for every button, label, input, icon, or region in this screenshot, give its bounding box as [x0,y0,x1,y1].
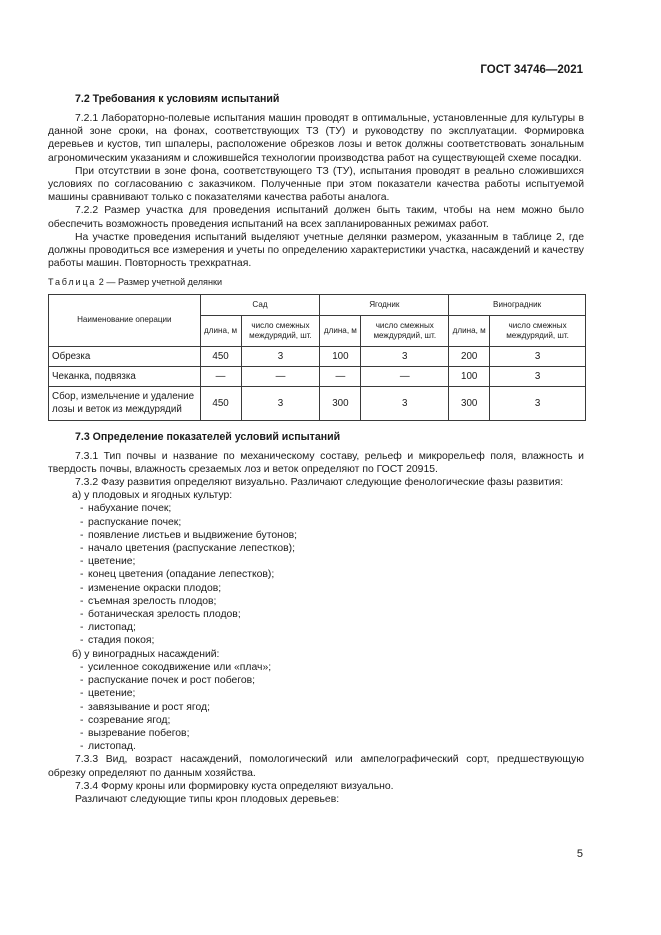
list-item: - цветение; [48,555,584,568]
list-item: - ботаническая зрелость плодов; [48,608,584,621]
table-caption-number: 2 [98,277,104,288]
page-content [48,93,584,806]
list-item: - листопад. [48,740,584,753]
header-garden-length: длина, м [200,315,241,346]
list-item: а) у плодовых и ягодных культур: [72,490,233,502]
table-caption [48,276,584,289]
phase-list-b [48,661,584,753]
list-item: - набухание почек; [48,502,584,515]
table-cell: 300 [449,386,490,420]
header-garden: Сад [200,294,320,315]
table-cell: 300 [320,386,361,420]
table-cell: 3 [490,346,586,366]
table-row [49,346,586,366]
list-item: - созревание ягод; [48,714,584,727]
list-item: - распускание почек; [48,516,584,529]
paragraph-7-3-3: 7.3.3 Вид, возраст насаждений, помологический или ампелографический сорт, предшествующую обрезку определяют по данным хозяйства. [48,754,584,779]
table-cell: 3 [361,386,449,420]
section-7-2-heading: 7.2 Требования к условиям испытаний [75,93,280,105]
table-cell: — [320,366,361,386]
paragraph-7-2-1: 7.2.1 Лабораторно-полевые испытания машин проводят в оптимальные, установленные для культуры в данной зоне сроки, на фонах, соответствующих ТЗ (ТУ) и руководству по эксплуатации. Формировка деревьев и кустов, тип шпалеры, расположение обрезков лозы и веток должны соответствовать зональным агрономическим указаниям и сложившейся технологии производства работ на существующей схеме посадки. [48,113,584,164]
table-cell: 100 [320,346,361,366]
row-operation: Сбор, измельчение и удаление лозы и веток из междурядий [49,386,201,420]
table-cell: 450 [200,386,241,420]
row-operation: Чеканка, подвязка [49,366,201,386]
phase-list-a [48,502,584,647]
list-item: - начало цветения (распускание лепестков); [48,542,584,555]
list-item: - завязывание и рост ягод; [48,701,584,714]
table-cell: 200 [449,346,490,366]
table-caption-text: — Размер учетной делянки [106,277,223,288]
table-cell: — [361,366,449,386]
paragraph-no-background: При отсутствии в зоне фона, соответствующего ТЗ (ТУ), испытания проводят в реально сложившихся условиях по согласованию с заказчиком. Полученные при этом показатели качества работы испытуемой машины сравнивают только с показателями качества работы аналога. [48,165,584,204]
table-row [49,366,586,386]
paragraph-crown-types: Различают следующие типы крон плодовых деревьев: [75,793,340,805]
list-item: - конец цветения (опадание лепестков); [48,568,584,581]
list-item: - распускание почек и рост побегов; [48,674,584,687]
list-item: - усиленное сокодвижение или «плач»; [48,661,584,674]
table-cell: 3 [361,346,449,366]
paragraph-7-2-2: 7.2.2 Размер участка для проведения испытаний должен быть таким, чтобы на нем можно было обеспечить возможность проведения испытаний на всех запланированных режимах работ. [48,205,584,230]
table-cell: — [200,366,241,386]
list-item: - съемная зрелость плодов; [48,595,584,608]
paragraph-7-3-1: 7.3.1 Тип почвы и название по механическому составу, рельеф и микрорельеф поля, влажность и твердость почвы, влажность срезаемых лоз и веток определяют по ГОСТ 20915. [48,450,584,475]
table-cell: 100 [449,366,490,386]
table-row [49,386,586,420]
list-item: - появление листьев и выдвижение бутонов; [48,529,584,542]
header-vineyard: Виноградник [449,294,586,315]
phase-list-a-title [48,489,584,502]
list-item: - изменение окраски плодов; [48,582,584,595]
header-vineyard-length: длина, м [449,315,490,346]
section-7-3-heading: 7.3 Определение показателей условий испытаний [75,430,341,443]
paragraph-plots: На участке проведения испытаний выделяют учетные делянки размером, указанным в таблице 2, где должны проводиться все измерения и учеты по определению характеристики участка, насаждений и качеству работы машин. Повторность трехкратная. [48,231,584,270]
header-operation: Наименование операции [49,294,201,346]
paragraph-7-3-2: 7.3.2 Фазу развития определяют визуально. Различают следующие фенологические фазы развития: [75,477,564,489]
table-cell: 3 [490,366,586,386]
plot-size-table [48,294,586,421]
header-garden-count: число смежных междурядий, шт. [241,315,320,346]
table-cell: 3 [241,386,320,420]
paragraph-7-3-4: 7.3.4 Форму кроны или формировку куста определяют визуально. [75,780,394,792]
header-berry-count: число смежных междурядий, шт. [361,315,449,346]
list-item: - цветение; [48,687,584,700]
phase-list-b-title [48,648,584,661]
table-cell: 3 [241,346,320,366]
table-cell: — [241,366,320,386]
list-item: б) у виноградных насаждений: [72,648,220,660]
table-caption-label: Таблица [48,277,97,288]
header-vineyard-count: число смежных междурядий, шт. [490,315,586,346]
table-cell: 450 [200,346,241,366]
header-berry-length: длина, м [320,315,361,346]
list-item: - листопад; [48,621,584,634]
document-code: ГОСТ 34746—2021 [480,64,583,76]
page-number: 5 [576,848,583,860]
header-berry: Ягодник [320,294,449,315]
row-operation: Обрезка [49,346,201,366]
list-item: - вызревание побегов; [48,727,584,740]
list-item: - стадия покоя; [48,634,584,647]
table-cell: 3 [490,386,586,420]
